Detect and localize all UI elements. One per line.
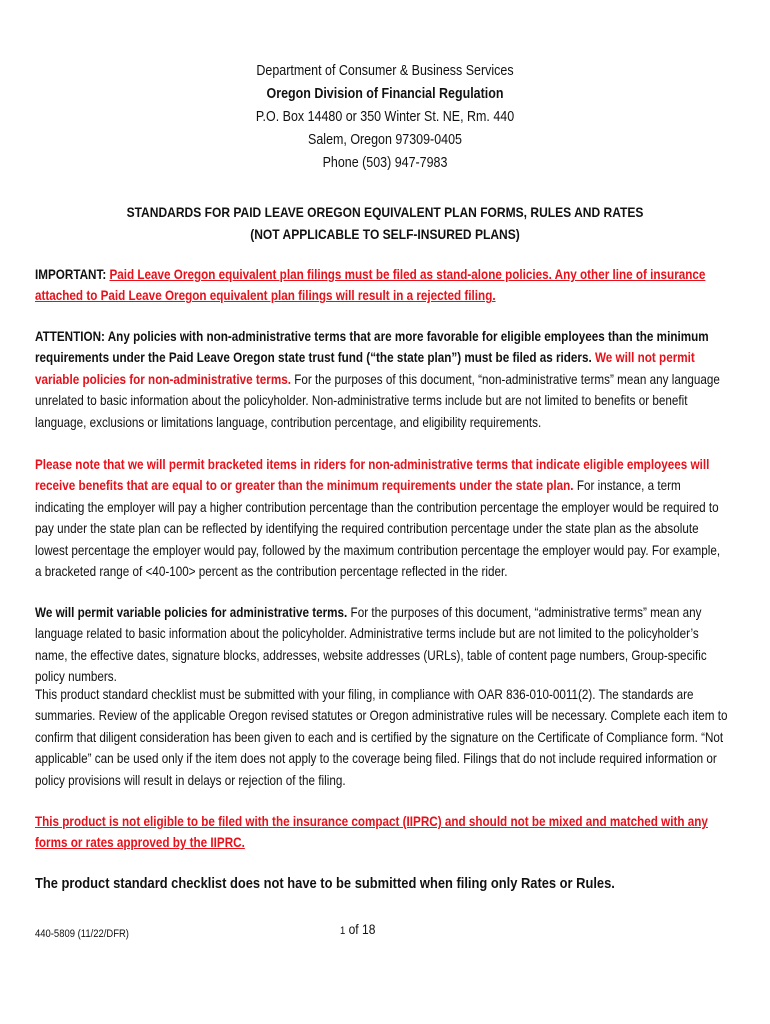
variable-body-text: For the purposes of this document, “administrative terms” mean any language related to basic information about the policyholder. Administrative terms include but are not limited to the policyholder’s name, the effective dates, signature blocks, addresses, website addresses (URLs), table of content page numbers, Group-specific policy numbers.	[35, 605, 707, 685]
form-number: 440-5809 (11/22/DFR)	[35, 928, 129, 940]
bracketed-body-text: For instance, a term indicating the employer will pay a higher contribution percentage than the contribution percentage the employer would be required to pay under the state plan can be reflected by identifying the required contribution percentage under the state plan as the absolute lowest percentage the employer would pay, followed by the maximum contribution percentage the employer would pay. For example, a bracketed range of <40-100> percent as the contribution percentage reflected in the rider.	[35, 478, 721, 580]
important-notice	[35, 264, 728, 307]
mailing-address: P.O. Box 14480 or 350 Winter St. NE, Rm. 440	[255, 109, 515, 125]
department-name: Department of Consumer & Business Services	[256, 63, 514, 79]
checklist-paragraph: This product standard checklist must be submitted with your filing, in compliance with OAR 836-010-0011(2). The standards are summaries. Review of the applicable Oregon revised statutes or Oregon administrative rules will be necessary. Complete each item to confirm that diligent consideration has been given to each and is certified by the signature on the Certificate of Compliance form. “Not applicable” can be used only if the item does not apply to the coverage being filed. Filings that do not include required information or policy provisions will result in delays or rejection of the filing.	[35, 687, 728, 788]
document-title: STANDARDS FOR PAID LEAVE OREGON EQUIVALENT PLAN FORMS, RULES AND RATES	[126, 204, 644, 220]
compact-warning: This product is not eligible to be filed with the insurance compact (IIPRC) and should not be mixed and matched with any forms or rates approved by the IIPRC.	[35, 814, 708, 851]
important-text: Paid Leave Oregon equivalent plan filings must be filed as stand-alone policies. Any other line of insurance attached to Paid Leave Oregon equivalent plan filings will result in a rejected filing.	[35, 267, 706, 304]
attention-body-text: For the purposes of this document, “non-administrative terms” mean any language unrelated to basic information about the policyholder. Non-administrative terms include but are not limited to benefits or benefit language, exclusions or limitations language, contribution percentage, and eligibility requirements.	[35, 371, 720, 430]
division-name: Oregon Division of Financial Regulation	[266, 86, 504, 102]
rates-rules-note: The product standard checklist does not have to be submitted when filing only Rates or Rules.	[35, 875, 615, 892]
bracketed-red-text: Please note that we will permit bracketed items in riders for non-administrative terms that indicate eligible employees will receive benefits that are equal to or greater than the minimum requirements under the state plan.	[35, 457, 710, 494]
page-total: of 18	[345, 921, 376, 937]
variable-policies-paragraph	[35, 602, 728, 688]
bracketed-items-paragraph	[35, 454, 728, 582]
page-indicator	[340, 921, 375, 937]
attention-notice	[35, 326, 728, 433]
city-state-zip: Salem, Oregon 97309-0405	[308, 132, 462, 148]
document-subtitle: (NOT APPLICABLE TO SELF-INSURED PLANS)	[250, 226, 520, 242]
attention-red-text: We will not permit variable policies for non-administrative terms.	[35, 350, 695, 387]
variable-bold-text: We will permit variable policies for administrative terms.	[35, 605, 348, 620]
attention-bold-text: ATTENTION: Any policies with non-administrative terms that are more favorable for eligible employees than the minimum requirements under the Paid Leave Oregon state trust fund (“the state plan”) must be filed as riders.	[35, 329, 709, 366]
phone-number: Phone (503) 947-7983	[322, 155, 448, 171]
page-number: 1	[340, 925, 346, 937]
important-label: IMPORTANT:	[35, 267, 107, 282]
